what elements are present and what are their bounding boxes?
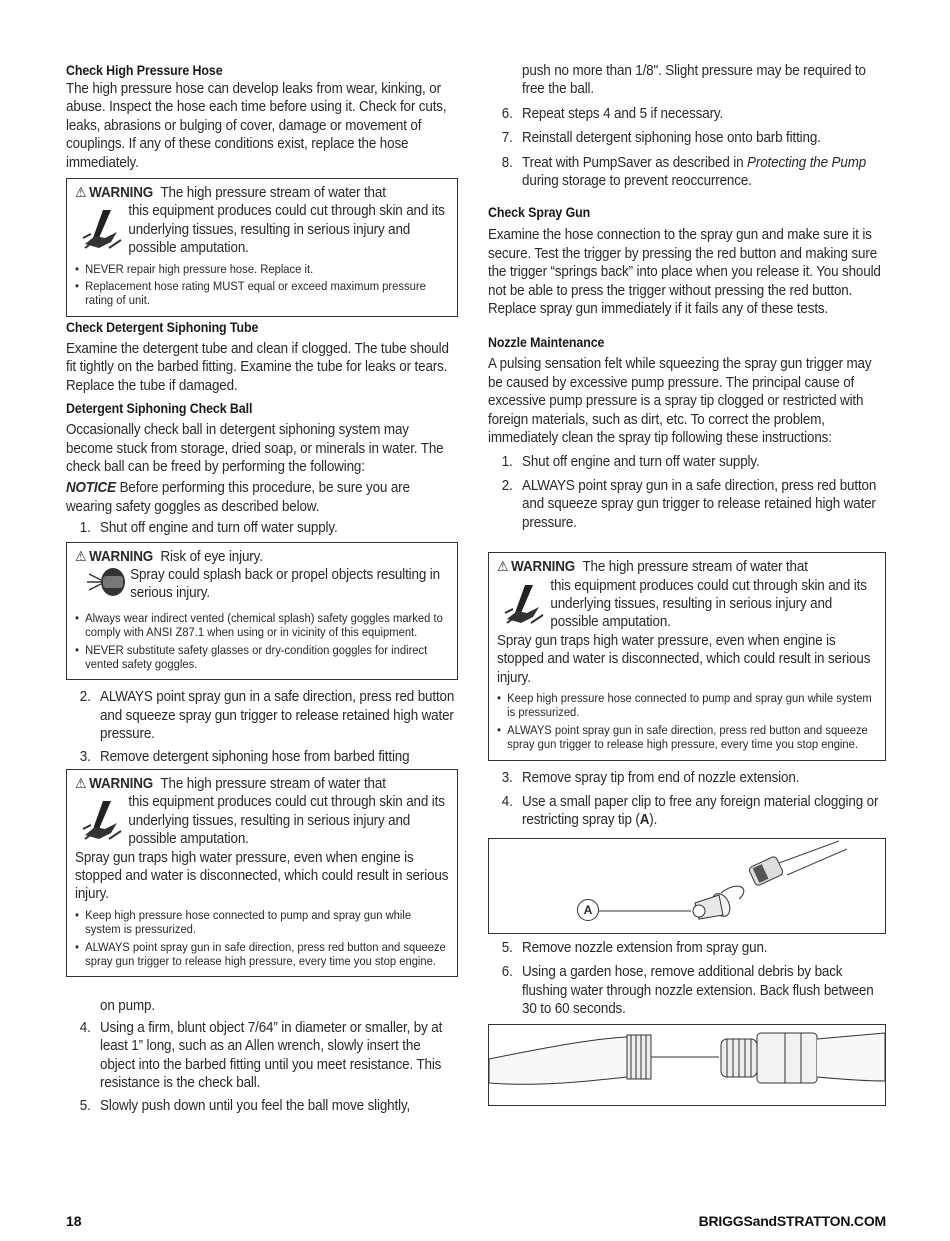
- figure-spray-tip: [488, 838, 886, 934]
- step-text: Shut off engine and turn off water supply.: [100, 520, 338, 537]
- notice-text: Before performing this procedure, be sure you are wearing safety goggles as described below.: [66, 480, 410, 515]
- heading-check-ball: Detergent Siphoning Check Ball: [66, 401, 253, 417]
- warning-bullet: • Keep high pressure hose connected to pump and spray gun while system is pressurized.: [75, 908, 449, 937]
- warning-bullets: [75, 262, 451, 308]
- warning-body: [75, 566, 451, 603]
- warning-title: WARNING: [511, 559, 576, 576]
- warning-bullet: • Replacement hose rating MUST equal or exceed maximum pressure rating of unit.: [75, 279, 449, 308]
- step-number: 6.: [501, 964, 513, 981]
- warning-lead: Risk of eye injury.: [160, 548, 263, 565]
- warning-extra-text: Spray gun traps high water pressure, even when engine is stopped and water is disconnected, which could result in serious injury.: [75, 849, 449, 903]
- warning-head: [75, 547, 449, 566]
- notice-paragraph: [66, 479, 457, 516]
- heading-check-gun: Check Spray Gun: [488, 205, 591, 221]
- right-column: [488, 62, 888, 1106]
- callout-a-circle: A: [577, 899, 599, 921]
- step-number: 4.: [79, 1019, 91, 1036]
- spray-tip-illustration: [489, 839, 885, 933]
- paragraph-nozzle: A pulsing sensation felt while squeezing the spray gun trigger may be caused by excessive pump pressure. The principal cause of excessive pump pressure is a spray tip clogged or restricted with foreign materials, such as dirt, etc. To correct the problem, immediately clean the spray tip following these instructions:: [488, 356, 872, 447]
- paragraph-check-ball: Occasionally check ball in detergent siphoning system may become stuck from storage, dried soap, or minerals in water. The check ball can be freed by performing the following:: [66, 422, 444, 475]
- step-number: 5.: [501, 939, 513, 956]
- step-text: Use a small paper clip to free any foreign material clogging or restricting spray tip (: [522, 794, 879, 829]
- warning-bullet: • ALWAYS point spray gun in safe direction, press red button and squeeze spray gun trigger to release high pressure, every time you stop engine.: [497, 723, 877, 752]
- heading-check-tube: Check Detergent Siphoning Tube: [66, 319, 259, 335]
- step-number: 6.: [501, 105, 513, 122]
- step-number: 3.: [501, 769, 513, 786]
- step-text: ).: [649, 812, 658, 829]
- nozzle-step-5: [488, 939, 885, 957]
- page-number: 18: [66, 1213, 82, 1229]
- warning-bullets: [497, 691, 879, 752]
- warning-extra-text: Spray gun traps high water pressure, even when engine is stopped and water is disconnected, which could result in serious injury.: [497, 632, 871, 686]
- nozzle-step-6: [488, 963, 885, 1018]
- step-4: [66, 1019, 457, 1093]
- warning-triangle-icon: ⚠: [75, 547, 87, 564]
- paragraph-check-hose: The high pressure hose can develop leaks from wear, kinking, or abuse. Inspect the hose each time before using it. Check for cuts, leaks, abrasions or bulging of cover, damage or movement of couplings. If any of these conditions exist, replace the hose immediately.: [66, 81, 447, 171]
- step-text: Using a firm, blunt object 7/64” in diameter or smaller, by at least 1” long, such as an Allen wrench, slowly insert the object into the barbed fitting until you meet resistance. This resistance is the check ball.: [100, 1019, 443, 1092]
- notice-label: NOTICE: [66, 480, 116, 497]
- warning-bullets: [75, 908, 451, 969]
- step-text: Remove nozzle extension from spray gun.: [522, 939, 768, 956]
- warning-triangle-icon: ⚠: [497, 558, 509, 575]
- heading-check-hose: Check High Pressure Hose: [66, 63, 223, 78]
- step-number: 2.: [501, 477, 513, 494]
- paragraph-check-gun: Examine the hose connection to the spray gun and make sure it is secure. Test the trigger by pressing the red button and making sure the trigger “springs back” into place when you release it. You should not be able to press the trigger without pressing the red button. Replace spray gun immediately if it fails any of these tests.: [488, 227, 881, 318]
- warning-bullet: • ALWAYS point spray gun in safe direction, press red button and squeeze spray gun trigger to release high pressure, every time you stop engine.: [75, 940, 449, 969]
- warning-title: WARNING: [89, 548, 154, 565]
- warning-head: [75, 774, 449, 793]
- step-text: ALWAYS point spray gun in a safe direction, press red button and squeeze spray gun trigger to release retained high water pressure.: [100, 689, 455, 743]
- warning-lead: The high pressure stream of water that: [160, 776, 386, 792]
- step-1: [66, 519, 457, 537]
- warning-triangle-icon: ⚠: [75, 775, 87, 791]
- warning-body: [497, 577, 879, 632]
- warning-body: [75, 202, 451, 257]
- nozzle-step-1: [488, 453, 885, 471]
- step-number: 3.: [79, 748, 91, 765]
- figure-hose-coupling: [488, 1024, 886, 1106]
- step-text: during storage to prevent reoccurrence.: [522, 173, 752, 190]
- heading-nozzle: Nozzle Maintenance: [488, 335, 605, 351]
- warning-box-hose: [66, 178, 458, 317]
- step-number: 1.: [79, 520, 91, 537]
- step-text: Repeat steps 4 and 5 if necessary.: [522, 105, 724, 122]
- warning-bullet: • Keep high pressure hose connected to pump and spray gun while system is pressurized.: [497, 691, 877, 720]
- warning-box-nozzle: [488, 552, 886, 760]
- warning-text: this equipment produces could cut through skin and its underlying tissues, resulting in serious injury and possible amputation.: [128, 794, 445, 848]
- step-5-continued: push no more than 1/8". Slight pressure may be required to free the ball.: [522, 63, 866, 98]
- left-column: [66, 62, 460, 1115]
- step-number: 2.: [79, 689, 91, 706]
- hose-coupling-illustration: [489, 1025, 885, 1105]
- warning-triangle-icon: ⚠: [75, 184, 87, 201]
- step-text: Treat with PumpSaver as described in: [522, 154, 744, 171]
- step-text: Remove detergent siphoning hose from barbed fitting: [100, 748, 410, 765]
- step-number: 4.: [501, 794, 513, 810]
- paragraph-check-tube: Examine the detergent tube and clean if clogged. The tube should fit tightly on the barbed fitting. Examine the tube for leaks or tears. Replace the tube if damaged.: [66, 340, 449, 394]
- step-text: ALWAYS point spray gun in a safe direction, press red button and squeeze spray gun trigger to release retained high water pressure.: [522, 477, 877, 531]
- warning-title: WARNING: [89, 185, 154, 202]
- step-3: [66, 748, 457, 766]
- step-number: 5.: [79, 1097, 91, 1114]
- warning-bullet: • NEVER repair high pressure hose. Replace it.: [75, 262, 449, 276]
- warning-lead: The high pressure stream of water that: [160, 185, 386, 202]
- step-text: Slowly push down until you feel the ball move slightly,: [100, 1097, 411, 1114]
- step-6: [488, 105, 885, 123]
- step-link-text: Protecting the Pump: [747, 154, 867, 171]
- warning-box-pressure: [66, 769, 458, 977]
- step-callout: A: [639, 812, 650, 829]
- warning-head: [497, 557, 877, 576]
- step-number: 1.: [501, 453, 513, 470]
- step-text: Shut off engine and turn off water supply.: [522, 453, 760, 470]
- warning-head: [75, 183, 449, 202]
- warning-text: Spray could splash back or propel objects resulting in serious injury.: [130, 566, 440, 602]
- step-7: [488, 129, 885, 147]
- step-5: [66, 1097, 457, 1115]
- step-text: Reinstall detergent siphoning hose onto barb fitting.: [522, 130, 821, 147]
- step-number: 7.: [501, 130, 513, 147]
- step-number: 8.: [501, 154, 513, 171]
- warning-text: this equipment produces could cut through skin and its underlying tissues, resulting in serious injury and possible amputation.: [550, 577, 867, 631]
- warning-text: this equipment produces could cut through skin and its underlying tissues, resulting in serious injury and possible amputation.: [128, 203, 445, 257]
- step-text: Remove spray tip from end of nozzle extension.: [522, 769, 800, 786]
- warning-bullet: • NEVER substitute safety glasses or dry-condition goggles for indirect vented safety goggles.: [75, 643, 449, 672]
- step-text: Using a garden hose, remove additional debris by back flushing water through nozzle extension. Back flush between 30 to 60 seconds.: [522, 964, 874, 1018]
- step-3-continued: on pump.: [100, 998, 155, 1015]
- warning-box-eye: [66, 542, 458, 681]
- warning-bullet: • Always wear indirect vented (chemical splash) safety goggles marked to comply with ANSI Z87.1 when using or in vicinity of this equipment.: [75, 611, 449, 640]
- nozzle-step-4: [488, 793, 885, 830]
- step-8: [488, 154, 885, 191]
- warning-lead: The high pressure stream of water that: [582, 559, 808, 576]
- step-2: [66, 688, 457, 743]
- warning-title: WARNING: [89, 776, 154, 792]
- nozzle-step-3: [488, 769, 885, 787]
- warning-bullets: [75, 611, 451, 672]
- warning-body: [75, 793, 451, 848]
- website-footer[interactable]: BRIGGSandSTRATTON.COM: [698, 1213, 886, 1229]
- nozzle-step-2: [488, 477, 885, 532]
